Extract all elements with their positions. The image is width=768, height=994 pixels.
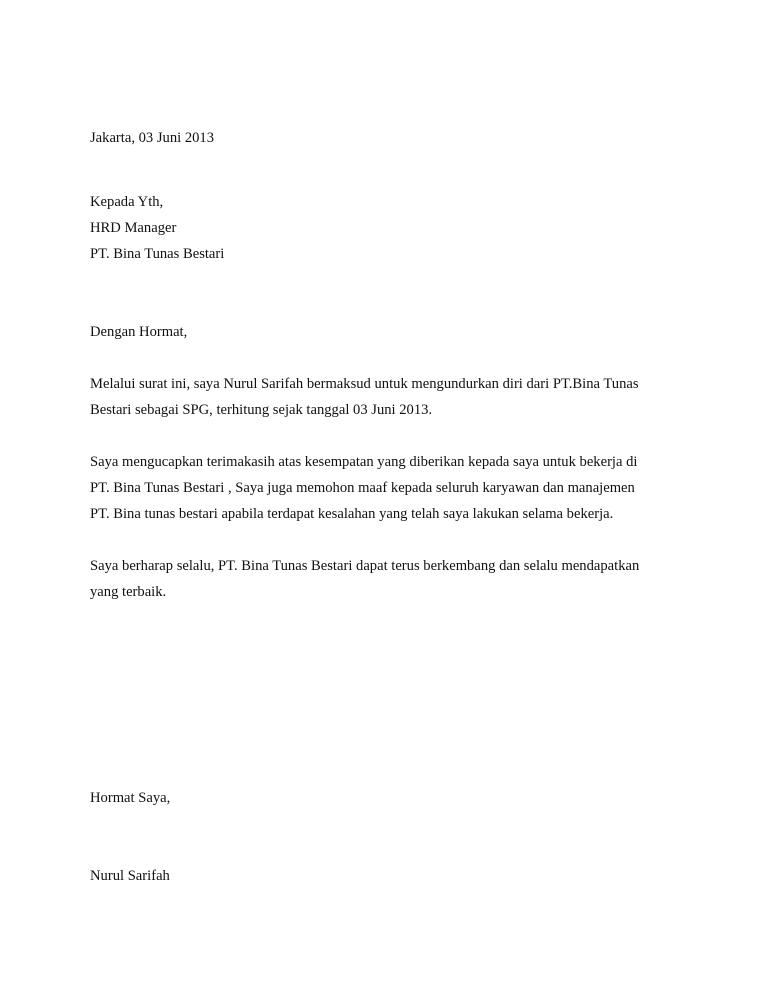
paragraph-2-line-2: PT. Bina Tunas Bestari , Saya juga memohon maaf kepada seluruh karyawan dan manajemen [90,480,635,496]
paragraph-1-line-2: Bestari sebagai SPG, terhitung sejak tanggal 03 Juni 2013. [90,402,433,418]
salutation: Dengan Hormat, [90,324,188,340]
closing: Hormat Saya, [90,790,171,806]
paragraph-2-line-3: PT. Bina tunas bestari apabila terdapat kesalahan yang telah saya lakukan selama bekerja. [90,506,614,522]
paragraph-3-line-2: yang terbaik. [90,584,167,600]
paragraph-3-line-1: Saya berharap selalu, PT. Bina Tunas Bestari dapat terus berkembang dan selalu mendapatkan [90,558,640,574]
recipient-company: PT. Bina Tunas Bestari [90,246,225,262]
paragraph-2-line-1: Saya mengucapkan terimakasih atas kesempatan yang diberikan kepada saya untuk bekerja di [90,454,638,470]
signer-name: Nurul Sarifah [90,868,170,884]
date-line: Jakarta, 03 Juni 2013 [90,130,215,146]
recipient-greeting: Kepada Yth, [90,194,164,210]
recipient-title: HRD Manager [90,220,177,236]
paragraph-1-line-1: Melalui surat ini, saya Nurul Sarifah bermaksud untuk mengundurkan diri dari PT.Bina Tunas [90,376,639,392]
